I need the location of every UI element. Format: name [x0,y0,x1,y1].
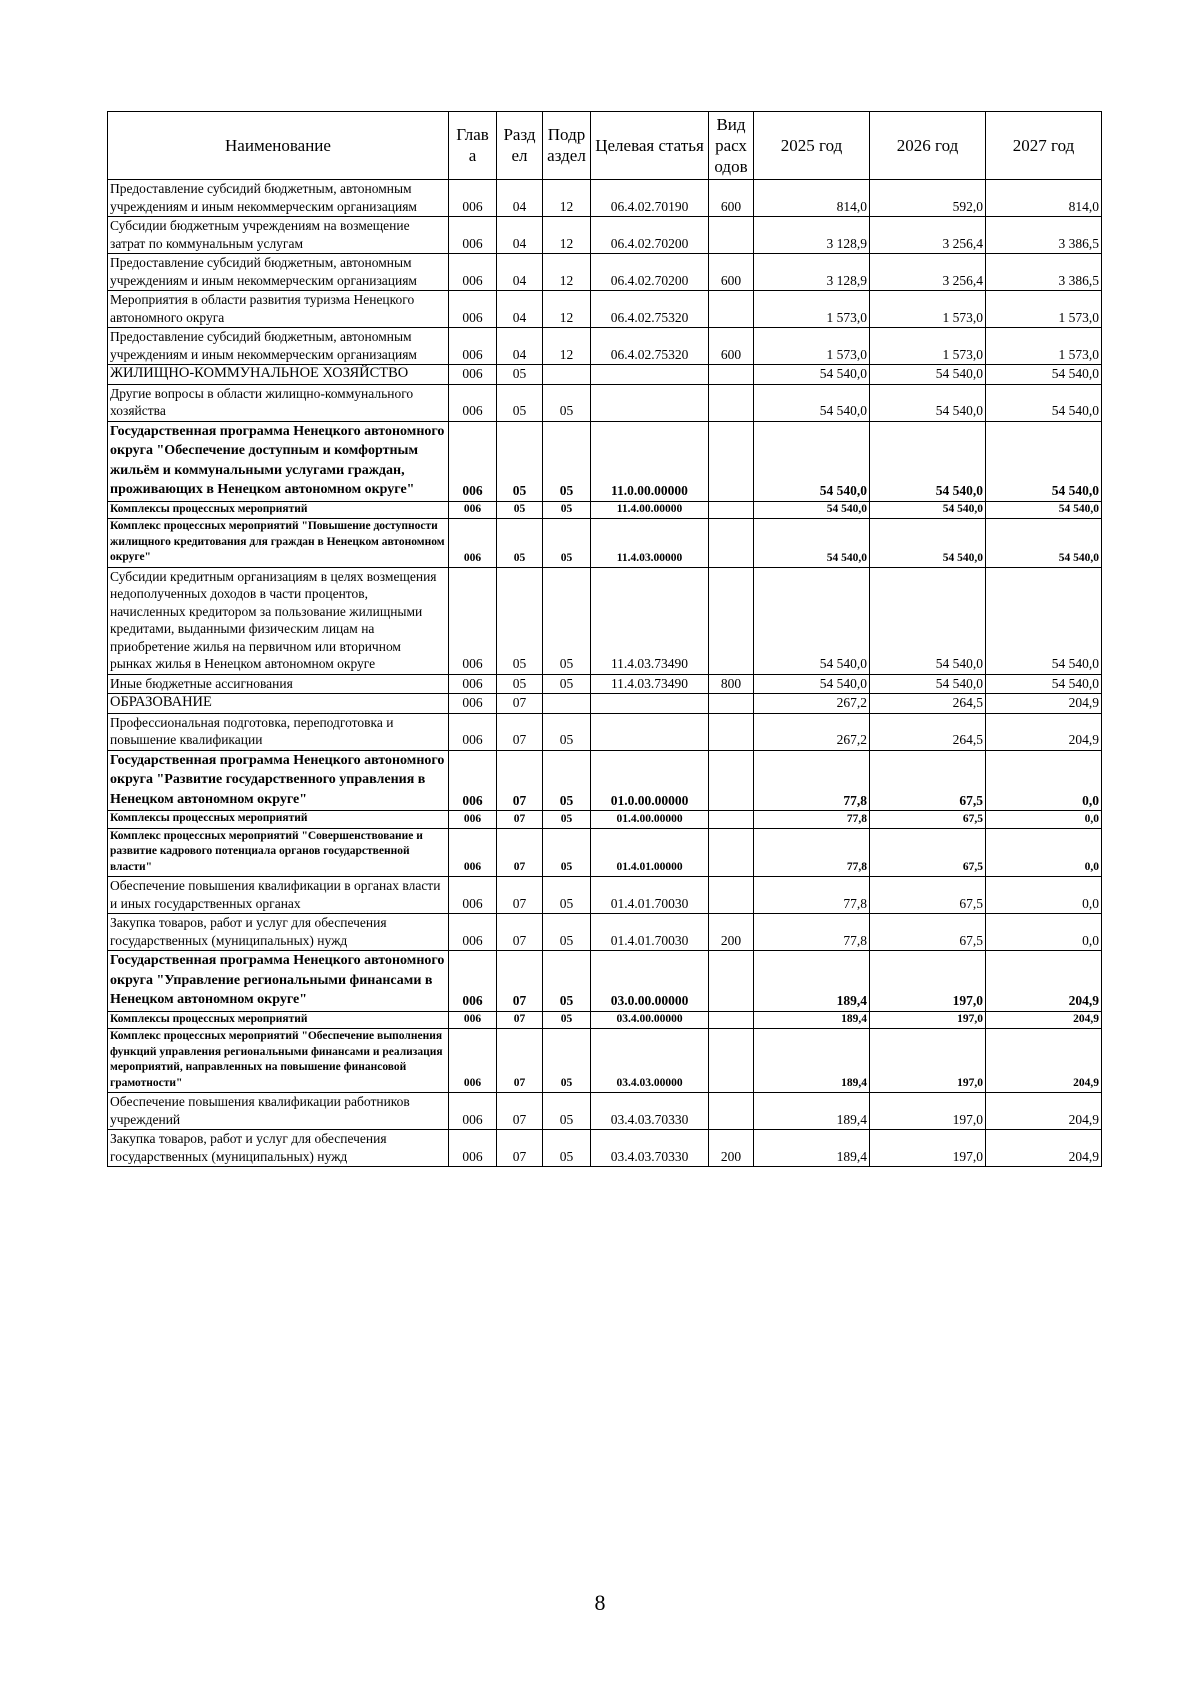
row-glava: 006 [449,1093,497,1130]
table-row [108,713,1102,750]
row-name: Государственная программа Ненецкого автономного округа "Развитие государственного управления в Ненецком автономном округе" [108,750,449,811]
row-2026: 54 540,0 [870,501,986,519]
row-razdel: 05 [497,421,543,501]
row-statya: 03.4.00.00000 [591,1011,709,1029]
table-body [108,180,1102,1167]
row-2026: 3 256,4 [870,217,986,254]
row-statya: 03.0.00.00000 [591,951,709,1012]
row-2025: 77,8 [754,811,870,829]
row-2027: 204,9 [986,713,1102,750]
row-statya: 06.4.02.75320 [591,291,709,328]
row-glava: 006 [449,217,497,254]
row-2025: 267,2 [754,694,870,714]
row-vid [709,421,754,501]
row-2027: 3 386,5 [986,217,1102,254]
table-row [108,750,1102,811]
row-podrazdel: 05 [543,914,591,951]
header-2025: 2025 год [754,112,870,180]
row-vid: 800 [709,674,754,694]
row-2027: 54 540,0 [986,421,1102,501]
row-2027: 0,0 [986,914,1102,951]
row-vid [709,1093,754,1130]
row-2027: 54 540,0 [986,674,1102,694]
table-row [108,914,1102,951]
row-2027: 1 573,0 [986,291,1102,328]
row-name: Закупка товаров, работ и услуг для обеспечения государственных (муниципальных) нужд [108,914,449,951]
row-podrazdel: 05 [543,384,591,421]
row-statya: 11.0.00.00000 [591,421,709,501]
row-podrazdel: 05 [543,951,591,1012]
row-2027: 814,0 [986,180,1102,217]
row-glava: 006 [449,951,497,1012]
row-podrazdel: 05 [543,750,591,811]
row-glava: 006 [449,674,497,694]
row-razdel: 05 [497,501,543,519]
row-statya: 11.4.00.00000 [591,501,709,519]
row-2025: 189,4 [754,951,870,1012]
row-razdel: 04 [497,328,543,365]
row-glava: 006 [449,828,497,877]
row-podrazdel [543,694,591,714]
row-razdel: 07 [497,811,543,829]
row-podrazdel: 05 [543,421,591,501]
row-2025: 77,8 [754,877,870,914]
row-2027: 204,9 [986,1011,1102,1029]
row-2026: 67,5 [870,914,986,951]
row-2025: 54 540,0 [754,501,870,519]
row-razdel: 05 [497,519,543,568]
row-vid [709,750,754,811]
row-name: Комплексы процессных мероприятий [108,501,449,519]
table-row [108,501,1102,519]
row-name: Закупка товаров, работ и услуг для обеспечения государственных (муниципальных) нужд [108,1130,449,1167]
row-razdel: 05 [497,674,543,694]
row-2026: 197,0 [870,951,986,1012]
row-statya: 03.4.03.70330 [591,1130,709,1167]
row-name: Предоставление субсидий бюджетным, автономным учреждениям и иным некоммерческим организациям [108,180,449,217]
row-vid [709,694,754,714]
row-vid: 200 [709,914,754,951]
row-podrazdel: 05 [543,1029,591,1093]
table-row [108,1093,1102,1130]
table-row [108,694,1102,714]
row-statya: 11.4.03.00000 [591,519,709,568]
table-row [108,1029,1102,1093]
row-glava: 006 [449,811,497,829]
header-row [108,112,1102,180]
row-2026: 54 540,0 [870,384,986,421]
row-vid: 200 [709,1130,754,1167]
row-podrazdel: 05 [543,811,591,829]
row-2027: 204,9 [986,694,1102,714]
row-vid [709,384,754,421]
row-name: Комплекс процессных мероприятий "Совершенствование и развитие кадрового потенциала органов государственной власти" [108,828,449,877]
row-glava: 006 [449,501,497,519]
row-2027: 0,0 [986,750,1102,811]
row-podrazdel: 05 [543,877,591,914]
row-2026: 1 573,0 [870,328,986,365]
row-2026: 67,5 [870,750,986,811]
row-2026: 264,5 [870,694,986,714]
row-podrazdel: 12 [543,217,591,254]
row-podrazdel: 05 [543,567,591,674]
row-statya: 06.4.02.70190 [591,180,709,217]
row-glava: 006 [449,421,497,501]
row-statya: 01.4.01.00000 [591,828,709,877]
row-glava: 006 [449,1011,497,1029]
row-2027: 204,9 [986,1029,1102,1093]
row-vid [709,713,754,750]
row-2025: 189,4 [754,1029,870,1093]
row-2026: 3 256,4 [870,254,986,291]
row-2026: 54 540,0 [870,567,986,674]
row-podrazdel: 05 [543,519,591,568]
header-vid: Вид расх одов [709,112,754,180]
row-podrazdel: 05 [543,501,591,519]
row-glava: 006 [449,694,497,714]
page-number: 8 [594,1590,606,1615]
row-2026: 54 540,0 [870,674,986,694]
row-2025: 77,8 [754,750,870,811]
row-2027: 204,9 [986,1130,1102,1167]
row-podrazdel: 12 [543,254,591,291]
row-podrazdel: 05 [543,1093,591,1130]
header-razdel: Разд ел [497,112,543,180]
row-vid [709,217,754,254]
row-razdel: 07 [497,1011,543,1029]
header-2027: 2027 год [986,112,1102,180]
row-2025: 1 573,0 [754,291,870,328]
row-glava: 006 [449,291,497,328]
row-statya [591,713,709,750]
row-razdel: 04 [497,180,543,217]
row-statya: 01.0.00.00000 [591,750,709,811]
row-podrazdel: 05 [543,674,591,694]
row-podrazdel: 05 [543,828,591,877]
row-name: ОБРАЗОВАНИЕ [108,694,449,714]
row-2025: 189,4 [754,1011,870,1029]
row-vid [709,519,754,568]
row-razdel: 07 [497,1130,543,1167]
table-row [108,254,1102,291]
row-razdel: 07 [497,914,543,951]
row-2026: 264,5 [870,713,986,750]
row-2027: 1 573,0 [986,328,1102,365]
row-2027: 204,9 [986,1093,1102,1130]
row-vid [709,365,754,385]
row-2027: 54 540,0 [986,519,1102,568]
row-razdel: 05 [497,384,543,421]
row-name: Государственная программа Ненецкого автономного округа "Обеспечение доступным и комфортным жильём и коммунальными услугами граждан, проживающих в Ненецком автономном округе" [108,421,449,501]
table-row [108,519,1102,568]
row-razdel: 07 [497,951,543,1012]
row-2026: 67,5 [870,877,986,914]
row-vid [709,567,754,674]
row-podrazdel: 05 [543,1130,591,1167]
row-glava: 006 [449,365,497,385]
row-razdel: 05 [497,365,543,385]
row-2026: 54 540,0 [870,365,986,385]
row-2025: 189,4 [754,1093,870,1130]
row-glava: 006 [449,1130,497,1167]
table-row [108,180,1102,217]
row-2027: 0,0 [986,828,1102,877]
row-glava: 006 [449,713,497,750]
row-vid [709,828,754,877]
row-razdel: 07 [497,1029,543,1093]
row-vid [709,951,754,1012]
row-name: ЖИЛИЩНО-КОММУНАЛЬНОЕ ХОЗЯЙСТВО [108,365,449,385]
row-2025: 54 540,0 [754,519,870,568]
row-2027: 54 540,0 [986,501,1102,519]
row-2027: 0,0 [986,811,1102,829]
row-2027: 54 540,0 [986,567,1102,674]
row-2025: 3 128,9 [754,217,870,254]
table-row [108,365,1102,385]
row-vid: 600 [709,254,754,291]
row-glava: 006 [449,519,497,568]
row-2026: 197,0 [870,1130,986,1167]
table-row [108,1011,1102,1029]
row-name: Профессиональная подготовка, переподготовка и повышение квалификации [108,713,449,750]
table-row [108,567,1102,674]
row-2025: 77,8 [754,914,870,951]
row-2026: 67,5 [870,828,986,877]
row-name: Мероприятия в области развития туризма Ненецкого автономного округа [108,291,449,328]
table-row [108,951,1102,1012]
row-statya: 01.4.01.70030 [591,877,709,914]
row-name: Комплекс процессных мероприятий "Повышение доступности жилищного кредитования для граждан в Ненецком автономном округе" [108,519,449,568]
row-glava: 006 [449,877,497,914]
row-razdel: 07 [497,828,543,877]
row-vid: 600 [709,328,754,365]
row-2027: 204,9 [986,951,1102,1012]
row-2025: 814,0 [754,180,870,217]
row-statya: 11.4.03.73490 [591,567,709,674]
row-statya [591,384,709,421]
row-podrazdel: 05 [543,1011,591,1029]
row-2026: 197,0 [870,1011,986,1029]
table-row [108,291,1102,328]
row-razdel: 07 [497,1093,543,1130]
row-statya: 01.4.00.00000 [591,811,709,829]
row-2027: 54 540,0 [986,384,1102,421]
row-podrazdel: 12 [543,291,591,328]
row-name: Иные бюджетные ассигнования [108,674,449,694]
row-2025: 54 540,0 [754,384,870,421]
row-statya: 03.4.03.00000 [591,1029,709,1093]
row-statya: 03.4.03.70330 [591,1093,709,1130]
header-glava: Глав а [449,112,497,180]
row-2026: 54 540,0 [870,519,986,568]
table-row [108,674,1102,694]
row-name: Субсидии кредитным организациям в целях возмещения недополученных доходов в части процентов, начисленных кредитором за пользование жилищными кредитами, выданными физическим лицам на приобретение жилья на первичном или вторичном рынках жилья в Ненецком автономном округе [108,567,449,674]
row-2025: 1 573,0 [754,328,870,365]
header-2026: 2026 год [870,112,986,180]
row-podrazdel: 12 [543,180,591,217]
row-glava: 006 [449,328,497,365]
row-2027: 0,0 [986,877,1102,914]
row-razdel: 04 [497,291,543,328]
table-row [108,217,1102,254]
row-glava: 006 [449,180,497,217]
row-vid [709,1011,754,1029]
table-row [108,828,1102,877]
row-podrazdel [543,365,591,385]
row-vid [709,501,754,519]
row-2027: 54 540,0 [986,365,1102,385]
row-name: Обеспечение повышения квалификации в органах власти и иных государственных органах [108,877,449,914]
row-razdel: 04 [497,254,543,291]
table-row [108,328,1102,365]
row-vid: 600 [709,180,754,217]
row-razdel: 07 [497,877,543,914]
row-glava: 006 [449,254,497,291]
table-row [108,384,1102,421]
row-2025: 54 540,0 [754,421,870,501]
row-glava: 006 [449,384,497,421]
row-2026: 197,0 [870,1029,986,1093]
row-razdel: 07 [497,713,543,750]
row-name: Комплексы процессных мероприятий [108,811,449,829]
budget-table [107,111,1102,1167]
row-2026: 54 540,0 [870,421,986,501]
row-2026: 67,5 [870,811,986,829]
row-glava: 006 [449,750,497,811]
row-statya: 01.4.01.70030 [591,914,709,951]
row-name: Субсидии бюджетным учреждениям на возмещение затрат по коммунальным услугам [108,217,449,254]
row-name: Другие вопросы в области жилищно-коммунального хозяйства [108,384,449,421]
row-2026: 197,0 [870,1093,986,1130]
row-vid [709,291,754,328]
row-name: Предоставление субсидий бюджетным, автономным учреждениям и иным некоммерческим организациям [108,254,449,291]
row-glava: 006 [449,914,497,951]
row-2025: 54 540,0 [754,674,870,694]
row-name: Обеспечение повышения квалификации работников учреждений [108,1093,449,1130]
row-razdel: 04 [497,217,543,254]
header-name: Наименование [108,112,449,180]
row-statya [591,694,709,714]
row-name: Государственная программа Ненецкого автономного округа "Управление региональными финансами в Ненецком автономном округе" [108,951,449,1012]
header-statya: Целевая статья [591,112,709,180]
row-2025: 189,4 [754,1130,870,1167]
row-razdel: 05 [497,567,543,674]
row-2025: 77,8 [754,828,870,877]
row-2025: 54 540,0 [754,365,870,385]
row-glava: 006 [449,1029,497,1093]
row-statya: 06.4.02.70200 [591,217,709,254]
row-statya: 11.4.03.73490 [591,674,709,694]
row-vid [709,1029,754,1093]
row-razdel: 07 [497,750,543,811]
table-row [108,421,1102,501]
row-name: Предоставление субсидий бюджетным, автономным учреждениям и иным некоммерческим организациям [108,328,449,365]
row-2026: 1 573,0 [870,291,986,328]
table-row [108,877,1102,914]
table-row [108,1130,1102,1167]
row-statya [591,365,709,385]
row-statya: 06.4.02.70200 [591,254,709,291]
row-2025: 54 540,0 [754,567,870,674]
row-2025: 267,2 [754,713,870,750]
row-vid [709,811,754,829]
row-glava: 006 [449,567,497,674]
row-vid [709,877,754,914]
row-podrazdel: 12 [543,328,591,365]
row-podrazdel: 05 [543,713,591,750]
row-name: Комплексы процессных мероприятий [108,1011,449,1029]
row-name: Комплекс процессных мероприятий "Обеспечение выполнения функций управления региональными финансами и реализация мероприятий, направленных на повышение финансовой грамотности" [108,1029,449,1093]
header-podrazdel: Подр аздел [543,112,591,180]
row-razdel: 07 [497,694,543,714]
row-2025: 3 128,9 [754,254,870,291]
row-2026: 592,0 [870,180,986,217]
row-statya: 06.4.02.75320 [591,328,709,365]
row-2027: 3 386,5 [986,254,1102,291]
table-row [108,811,1102,829]
